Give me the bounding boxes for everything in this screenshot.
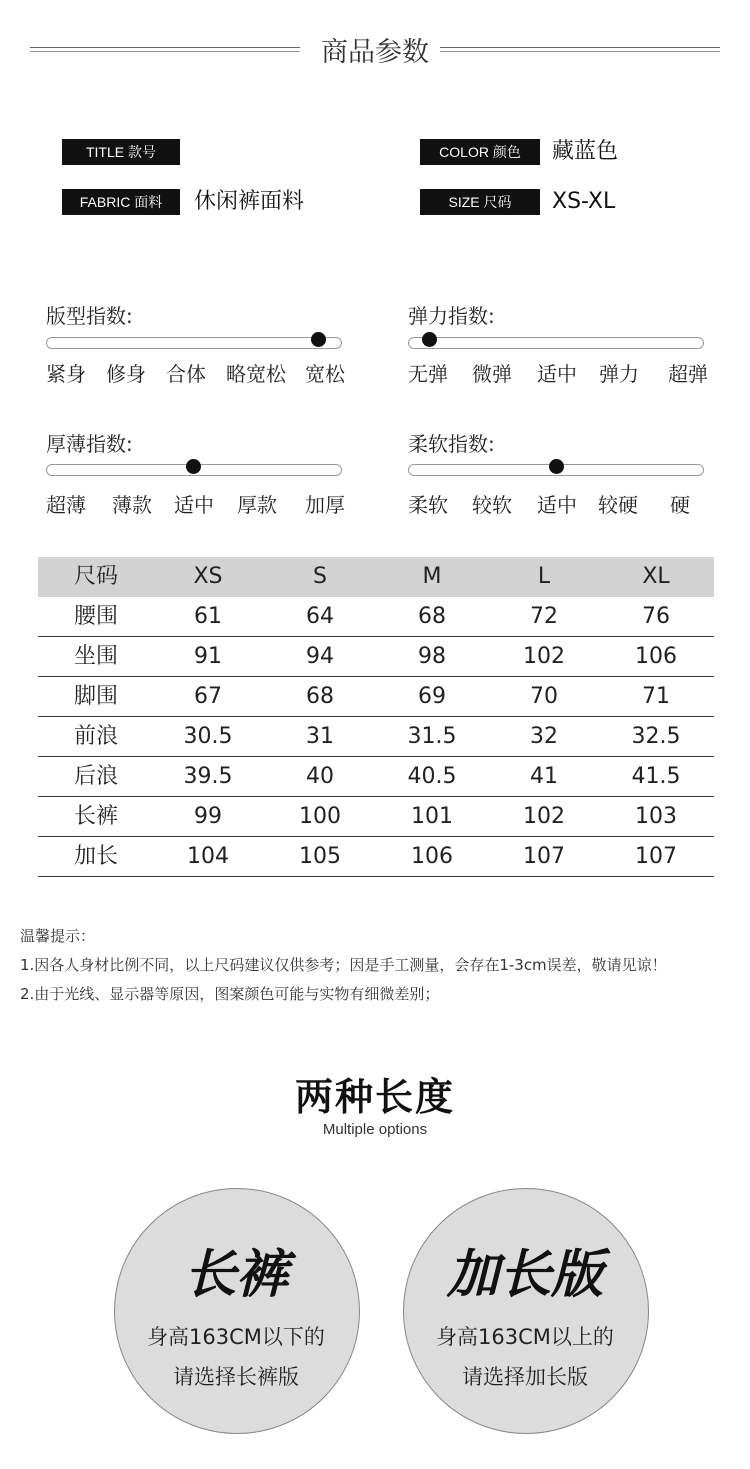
size-table-cell: 72 xyxy=(530,604,558,629)
size-table-cell: 91 xyxy=(194,644,222,669)
param-value-color: 藏蓝色 xyxy=(552,139,619,164)
size-table-cell: 102 xyxy=(523,804,565,829)
fit-index-title: 版型指数: xyxy=(46,304,133,328)
size-table-cell: 104 xyxy=(187,844,229,869)
length-option-desc: 请选择长裤版 xyxy=(173,1365,299,1389)
size-table-cell: 101 xyxy=(411,804,453,829)
length-option-desc: 请选择加长版 xyxy=(462,1365,588,1389)
size-table-cell: 64 xyxy=(306,604,334,629)
size-table-header-cell: L xyxy=(537,564,551,589)
size-table-cell: 71 xyxy=(642,684,670,709)
fit-index-track xyxy=(46,337,342,349)
size-table-cell: 107 xyxy=(635,844,677,869)
notes-heading: 温馨提示： xyxy=(20,927,96,945)
size-table-header-label: 尺码 xyxy=(73,564,118,589)
softness-index-marker xyxy=(549,459,564,474)
size-table-cell: 41 xyxy=(530,764,558,789)
param-value-size: XS-XL xyxy=(552,189,616,214)
fit-option: 宽松 xyxy=(305,362,345,386)
size-table-cell: 100 xyxy=(299,804,341,829)
size-table-row-label: 后浪 xyxy=(73,764,118,789)
note-item: 1.因各人身材比例不同，以上尺码建议仅供参考；因是手工测量，会存在1-3cm误差，敬请见谅！ xyxy=(20,956,667,974)
size-table-header-cell: M xyxy=(422,564,442,589)
table-row-divider xyxy=(38,876,714,877)
size-table-cell: 106 xyxy=(635,644,677,669)
length-option-name: 加长版 xyxy=(446,1245,603,1305)
thickness-option: 薄款 xyxy=(112,493,152,517)
size-table-header-cell: S xyxy=(313,564,327,589)
size-table-cell: 40.5 xyxy=(407,764,457,789)
elasticity-option: 无弹 xyxy=(408,362,448,386)
size-table-cell: 68 xyxy=(306,684,334,709)
size-table-cell: 70 xyxy=(530,684,558,709)
size-table-cell: 103 xyxy=(635,804,677,829)
softness-option: 柔软 xyxy=(408,493,448,517)
param-tag-title: TITLE 款号 xyxy=(62,139,180,165)
lengths-title: 两种长度 xyxy=(294,1075,455,1119)
elasticity-index-marker xyxy=(422,332,437,347)
thickness-option: 超薄 xyxy=(46,493,86,517)
param-tag-fabric: FABRIC 面料 xyxy=(62,189,180,215)
elasticity-index-title: 弹力指数: xyxy=(408,304,495,328)
size-table-cell: 40 xyxy=(306,764,334,789)
param-tag-color: COLOR 颜色 xyxy=(420,139,540,165)
size-table-cell: 76 xyxy=(642,604,670,629)
size-table-row-label: 腰围 xyxy=(73,604,118,629)
softness-index-title: 柔软指数: xyxy=(408,432,495,456)
size-table-cell: 31 xyxy=(306,724,334,749)
softness-option: 较硬 xyxy=(598,493,638,517)
softness-option: 较软 xyxy=(472,493,512,517)
size-table-cell: 61 xyxy=(194,604,222,629)
elasticity-option: 超弹 xyxy=(668,362,708,386)
thickness-option: 适中 xyxy=(174,493,214,517)
size-table-cell: 41.5 xyxy=(631,764,681,789)
size-table-cell: 30.5 xyxy=(183,724,233,749)
length-option-desc: 身高163CM以下的 xyxy=(147,1325,325,1349)
softness-option: 适中 xyxy=(537,493,577,517)
size-table-cell: 68 xyxy=(418,604,446,629)
softness-option: 硬 xyxy=(670,493,690,517)
lengths-subtitle: Multiple options xyxy=(322,1121,428,1138)
size-table-cell: 99 xyxy=(194,804,222,829)
fit-index-marker xyxy=(311,332,326,347)
size-table-row-label: 前浪 xyxy=(73,724,118,749)
size-table-cell: 105 xyxy=(299,844,341,869)
thickness-option: 厚款 xyxy=(237,493,277,517)
length-option-name: 长裤 xyxy=(183,1245,288,1305)
size-table-cell: 39.5 xyxy=(183,764,233,789)
size-table-cell: 31.5 xyxy=(407,724,457,749)
note-item: 2.由于光线、显示器等原因，图案颜色可能与实物有细微差别； xyxy=(20,985,440,1003)
size-table-cell: 32.5 xyxy=(631,724,681,749)
param-value-fabric: 休闲裤面料 xyxy=(194,189,305,214)
thickness-index-marker xyxy=(186,459,201,474)
elasticity-option: 适中 xyxy=(537,362,577,386)
fit-option: 略宽松 xyxy=(226,362,286,386)
thickness-index-title: 厚薄指数: xyxy=(46,432,133,456)
size-table-row-label: 长裤 xyxy=(73,804,118,829)
elasticity-option: 弹力 xyxy=(599,362,639,386)
fit-option: 紧身 xyxy=(46,362,86,386)
size-table-cell: 32 xyxy=(530,724,558,749)
size-table-cell: 106 xyxy=(411,844,453,869)
thickness-option: 加厚 xyxy=(305,493,345,517)
size-table-cell: 67 xyxy=(194,684,222,709)
size-table-cell: 98 xyxy=(418,644,446,669)
size-table-row-label: 坐围 xyxy=(73,644,118,669)
fit-option: 修身 xyxy=(106,362,146,386)
size-table-row-label: 加长 xyxy=(73,844,118,869)
size-table-cell: 107 xyxy=(523,844,565,869)
size-table-cell: 69 xyxy=(418,684,446,709)
length-option-extended xyxy=(403,1188,649,1434)
size-table-row-label: 脚围 xyxy=(73,684,118,709)
section-title: 商品参数 xyxy=(321,37,429,68)
fit-option: 合体 xyxy=(166,362,206,386)
size-table-header-cell: XS xyxy=(193,564,223,589)
param-tag-size: SIZE 尺码 xyxy=(420,189,540,215)
size-table-cell: 94 xyxy=(306,644,334,669)
elasticity-option: 微弹 xyxy=(472,362,512,386)
size-table-cell: 102 xyxy=(523,644,565,669)
size-table-header-cell: XL xyxy=(642,564,670,589)
elasticity-index-track xyxy=(408,337,704,349)
length-option-desc: 身高163CM以上的 xyxy=(436,1325,614,1349)
length-option-long xyxy=(114,1188,360,1434)
